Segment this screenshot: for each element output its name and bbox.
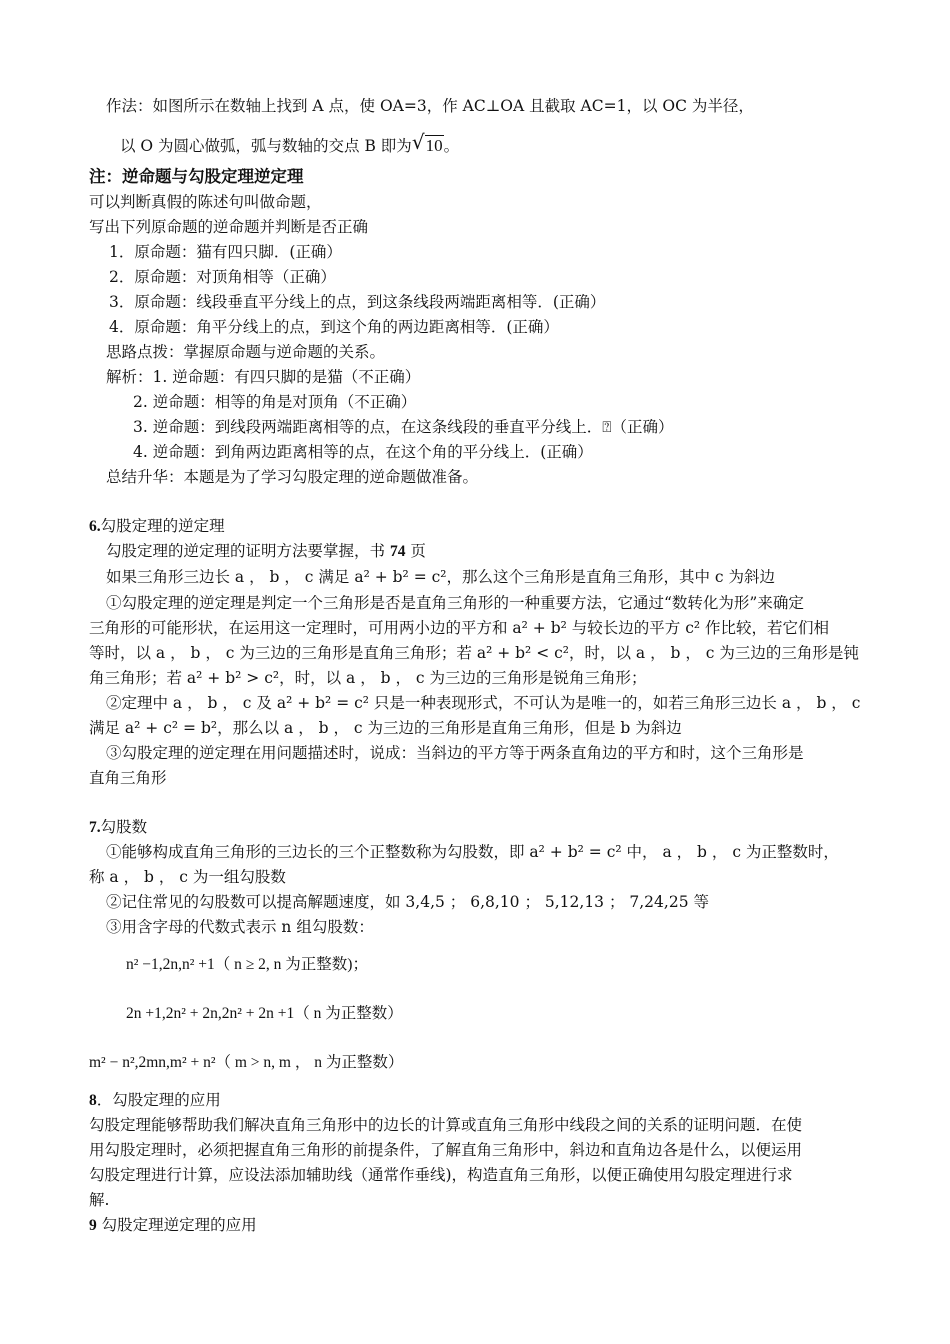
- section-6-point-1-line-2: 三角形的可能形状，在运用这一定理时，可用两小边的平方和 a² + b² 与较长边的平方 c² 作比较，若它们相: [89, 619, 830, 637]
- hint-line: 思路点拨：掌握原命题与逆命题的关系。: [106, 343, 386, 361]
- book-page-number: 74: [389, 543, 406, 560]
- section-8-line-4: 解.: [89, 1191, 110, 1209]
- converse-theorem-statement: 如果三角形三边长 a ， b ， c 满足 a² + b² = c²，那么这个三角形是直角三角形，其中 c 为斜边: [106, 568, 776, 586]
- section-6-point-3-line-1: ③勾股定理的逆定理在用问题描述时，说成：当斜边的平方等于两条直角边的平方和时，这个三角形是: [106, 744, 804, 762]
- proposition-1: 1．原命题：猫有四只脚．(正确）: [109, 243, 342, 261]
- section-7-number: 7.: [89, 819, 101, 836]
- section-8-heading: [89, 1090, 221, 1111]
- proposition-definition: 可以判断真假的陈述句叫做命题，: [89, 193, 322, 211]
- proposition-3: 3．原命题：线段垂直平分线上的点，到这条线段两端距离相等．(正确）: [109, 293, 606, 311]
- section-6-point-2-line-1: ②定理中 a ， b ， c 及 a² + b² = c² 只是一种表现形式，不可认为是唯一的，如若三角形三边长 a ， b ， c: [106, 694, 861, 712]
- formula-3: m² − n²,2mn,m² + n²（ m > n, m ， n 为正整数）: [89, 1054, 404, 1071]
- section-7-point-3: ③用含字母的代数式表示 n 组勾股数：: [106, 918, 374, 936]
- formula-1: n² −1,2n,n² +1（ n ≥ 2, n 为正整数)；: [126, 956, 368, 973]
- analysis-2: 2. 逆命题：相等的角是对顶角（不正确）: [133, 393, 417, 411]
- section-6-point-3-line-2: 直角三角形: [89, 769, 167, 787]
- section-6-point-2-line-2: 满足 a² + c² = b²，那么以 a ， b ， c 为三边的三角形是直角三角形，但是 b 为斜边: [89, 719, 682, 737]
- formula-2: 2n +1,2n² + 2n,2n² + 2n +1（ n 为正整数）: [126, 1005, 403, 1022]
- section-7-point-2: ②记住常见的勾股数可以提高解题速度，如 3,4,5 ； 6,8,10 ； 5,12,13 ； 7,24,25 等: [106, 893, 709, 911]
- construction-line-1: 作法：如图所示在数轴上找到 A 点，使 OA=3，作 AC⊥OA 且截取 AC=1，以 OC 为半径，: [106, 97, 754, 115]
- section-6-book-ref: [106, 541, 426, 562]
- section-7-heading: [89, 817, 147, 838]
- sqrt-radicand: 10: [425, 136, 443, 155]
- book-ref-unit: 页: [405, 542, 426, 560]
- construction-line-2-text: 以 O 为圆心做弧，弧与数轴的交点 B 即为: [120, 137, 412, 155]
- analysis-4: 4. 逆命题：到角两边距离相等的点，在这个角的平分线上．(正确）: [133, 443, 593, 461]
- note-heading: 注：逆命题与勾股定理逆定理: [89, 167, 304, 186]
- section-6-number: 6.: [89, 518, 101, 535]
- book-ref-text: 勾股定理的逆定理的证明方法要掌握，书: [106, 542, 390, 560]
- proposition-4: 4．原命题：角平分线上的点，到这个角的两边距离相等．(正确）: [109, 318, 559, 336]
- analysis-1: 解析：1. 逆命题：有四只脚的是猫（不正确）: [106, 368, 421, 386]
- section-8-number: 8: [89, 1092, 97, 1109]
- section-7-point-1-line-1: ①能够构成直角三角形的三边长的三个正整数称为勾股数，即 a² + b² = c² 中， a ， b ， c 为正整数时，: [106, 843, 839, 861]
- section-9-number: 9: [89, 1217, 97, 1234]
- sqrt-symbol: √: [411, 130, 425, 154]
- construction-line-2-end: 。: [443, 137, 460, 155]
- section-6-heading: [89, 516, 225, 537]
- section-7-title: 勾股数: [100, 818, 148, 836]
- section-9-heading: [89, 1215, 257, 1236]
- construction-line-2: [120, 130, 460, 156]
- section-6-point-1-line-1: ①勾股定理的逆定理是判定一个三角形是否是直角三角形的一种重要方法，它通过“数转化为形”来确定: [106, 594, 804, 612]
- section-6-point-1-line-4: 角三角形；若 a² + b² > c²，时，以 a ， b ， c 为三边的三角形是锐角三角形；: [89, 669, 647, 687]
- section-7-point-1-line-2: 称 a ， b ， c 为一组勾股数: [89, 868, 286, 886]
- analysis-3: 3. 逆命题：到线段两端距离相等的点，在这条线段的垂直平分线上．⍰（正确）: [133, 418, 674, 436]
- section-6-point-1-line-3: 等时，以 a ， b ， c 为三边的三角形是直角三角形；若 a² + b² < c²，时，以 a ， b ， c 为三边的三角形是钝: [89, 644, 859, 662]
- summary-line: 总结升华：本题是为了学习勾股定理的逆命题做准备。: [106, 468, 479, 486]
- section-6-title: 勾股定理的逆定理: [100, 517, 225, 535]
- section-8-line-1: 勾股定理能够帮助我们解决直角三角形中的边长的计算或直角三角形中线段之间的关系的证明问题．在使: [89, 1116, 803, 1134]
- section-9-title: 勾股定理逆定理的应用: [96, 1216, 257, 1234]
- section-8-line-2: 用勾股定理时，必须把握直角三角形的前提条件，了解直角三角形中，斜边和直角边各是什么，以便运用: [89, 1141, 803, 1159]
- proposition-2: 2．原命题：对顶角相等（正确）: [109, 268, 336, 286]
- exercise-instruction: 写出下列原命题的逆命题并判断是否正确: [89, 218, 369, 236]
- section-8-line-3: 勾股定理进行计算，应设法添加辅助线（通常作垂线)，构造直角三角形，以便正确使用勾股定理进行求: [89, 1166, 793, 1184]
- section-8-title: ．勾股定理的应用: [96, 1091, 221, 1109]
